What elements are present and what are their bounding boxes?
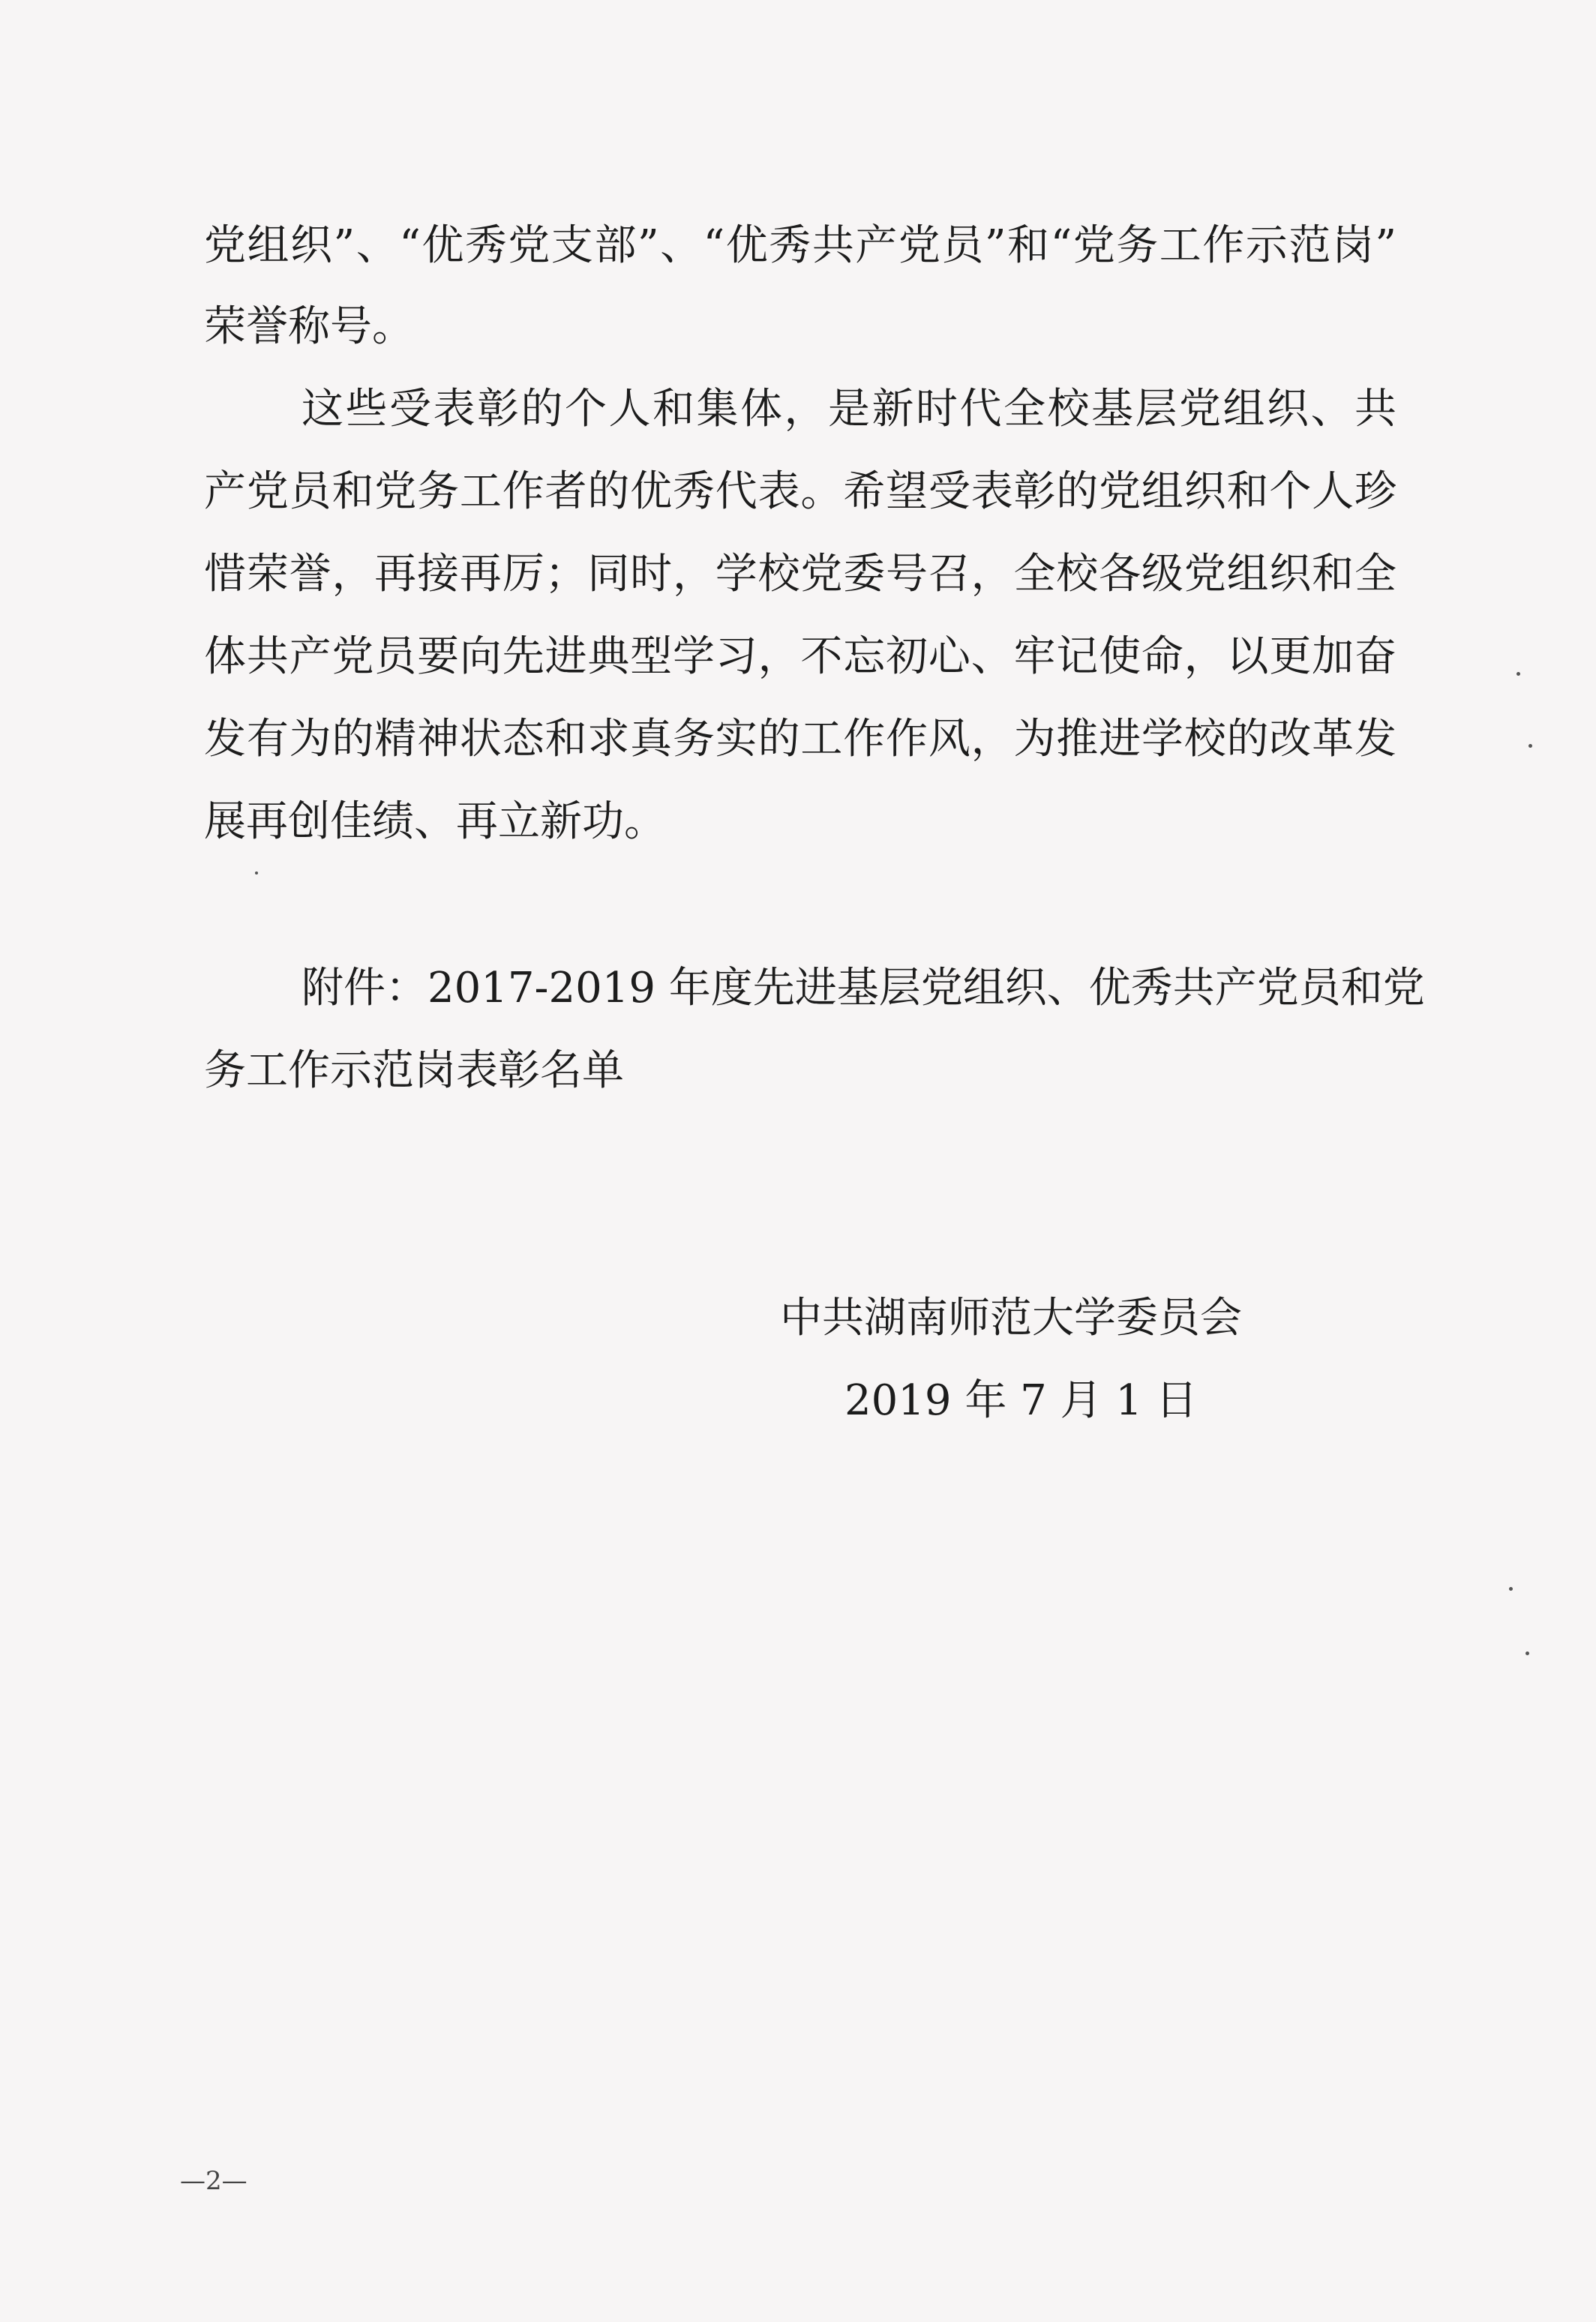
paragraph-2-line-3: 惜荣誉，再接再厉；同时，学校党委号召，全校各级党组织和全 xyxy=(204,550,1396,598)
page-number: —2— xyxy=(180,2166,248,2196)
paragraph-2-line-6: 展再创佳绩、再立新功。 xyxy=(204,797,666,846)
scan-speck xyxy=(255,872,258,874)
scan-speck xyxy=(1528,744,1532,748)
attachment-line-1: 附件：2017-2019 年度先进基层党组织、优秀共产党员和党 xyxy=(302,964,1425,1012)
signature-organization: 中共湖南师范大学委员会 xyxy=(780,1294,1242,1342)
paragraph-1-line-2: 荣誉称号。 xyxy=(204,302,414,351)
signature-date: 2019 年 7 月 1 日 xyxy=(844,1376,1198,1425)
scan-speck xyxy=(1509,1587,1513,1591)
paragraph-1-line-1: 党组织”、“优秀党支部”、“优秀共产党员”和“党务工作示范岗” xyxy=(204,221,1396,270)
paragraph-2-line-2: 产党员和党务工作者的优秀代表。希望受表彰的党组织和个人珍 xyxy=(204,467,1396,516)
paragraph-2-line-1: 这些受表彰的个人和集体，是新时代全校基层党组织、共 xyxy=(302,385,1396,434)
attachment-line-2: 务工作示范岗表彰名单 xyxy=(204,1046,624,1095)
scan-speck xyxy=(1526,1652,1529,1655)
paragraph-2-line-5: 发有为的精神状态和求真务实的工作作风，为推进学校的改革发 xyxy=(204,715,1396,764)
scan-speck xyxy=(1516,672,1520,676)
paragraph-2-line-4: 体共产党员要向先进典型学习，不忘初心、牢记使命，以更加奋 xyxy=(204,632,1396,681)
